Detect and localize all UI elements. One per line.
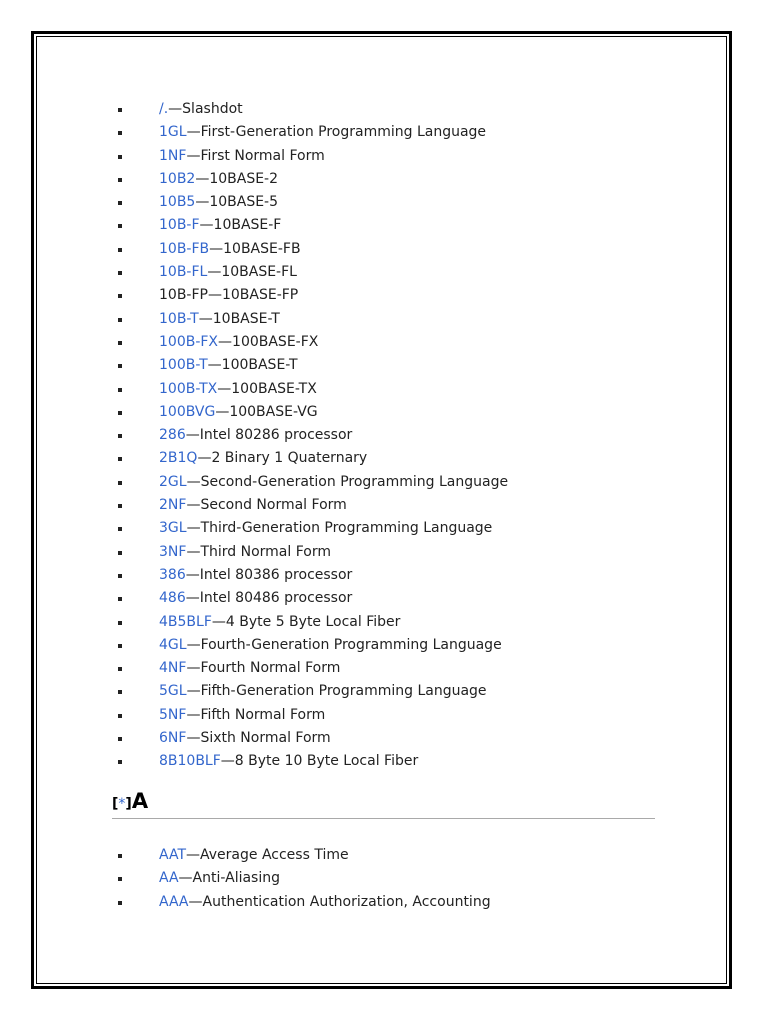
- bullet-marker: [118, 178, 122, 182]
- list-item: [34, 844, 729, 867]
- list-item: [34, 121, 729, 144]
- list-entry: [159, 750, 418, 773]
- abbreviation-description: Fourth-Generation Programming Language: [200, 636, 502, 653]
- abbreviation-description: Intel 80486 processor: [199, 590, 353, 607]
- list-entry: [159, 378, 317, 401]
- abbreviation-description: Intel 80286 processor: [199, 427, 353, 444]
- list-entry: [159, 308, 280, 331]
- list-entry: [159, 727, 331, 750]
- abbreviation-description: 8 Byte 10 Byte Local Fiber: [234, 753, 419, 770]
- list-item: [34, 704, 729, 727]
- bullet-marker: [118, 388, 122, 392]
- abbreviation-description: Second-Generation Programming Language: [200, 473, 509, 490]
- abbreviation-description: Fifth Normal Form: [200, 706, 326, 723]
- abbreviation-description: Authentication Authorization, Accounting: [202, 893, 491, 910]
- abbreviation-description: 10BASE-T: [212, 310, 280, 327]
- list-item: [34, 378, 729, 401]
- list-item: [34, 727, 729, 750]
- list-entry: [159, 634, 502, 657]
- abbreviation-description: 10BASE-2: [209, 170, 279, 187]
- abbreviation-description: Second Normal Form: [200, 497, 347, 514]
- em-dash-separator: —: [215, 403, 230, 420]
- bullet-marker: [118, 248, 122, 252]
- em-dash-separator: —: [188, 893, 203, 910]
- bullet-marker: [118, 271, 122, 275]
- em-dash-separator: —: [195, 194, 210, 211]
- list-item: [34, 891, 729, 914]
- abbreviation-link[interactable]: 2GL: [159, 473, 187, 490]
- em-dash-separator: —: [185, 566, 200, 583]
- list-entry: [159, 587, 352, 610]
- page-frame: [31, 31, 732, 989]
- list-item: [34, 401, 729, 424]
- list-entry: [159, 191, 278, 214]
- list-item: [34, 145, 729, 168]
- list-entry: [159, 657, 340, 680]
- list-entry: [159, 494, 347, 517]
- list-item: [34, 238, 729, 261]
- abbreviation-link[interactable]: AAT: [159, 847, 187, 863]
- abbreviation-link[interactable]: 100BVG: [159, 403, 216, 420]
- bullet-marker: [118, 504, 122, 508]
- list-entry: [159, 121, 486, 144]
- list-item: [34, 587, 729, 610]
- abbreviation-description: Third Normal Form: [200, 543, 331, 560]
- list-entry: [159, 680, 487, 703]
- heading-edit-link[interactable]: *: [118, 796, 126, 812]
- abbreviation-description: 100BASE-T: [221, 357, 298, 374]
- bullet-marker: [118, 411, 122, 415]
- heading-bracket-close: ]: [125, 796, 132, 812]
- abbreviation-description: Sixth Normal Form: [200, 730, 331, 747]
- list-entry: [159, 354, 298, 377]
- abbreviation-description: 10BASE-FP: [221, 287, 299, 304]
- abbreviation-link[interactable]: AA: [159, 870, 179, 887]
- list-entry: [159, 214, 281, 237]
- abbreviation-link[interactable]: 10B5: [159, 194, 196, 211]
- abbreviation-link[interactable]: 10B-F: [159, 217, 200, 234]
- abbreviation-link[interactable]: AAA: [159, 893, 189, 910]
- abbreviation-link[interactable]: 10B-FB: [159, 240, 210, 257]
- em-dash-separator: —: [207, 357, 222, 374]
- abbreviation-link[interactable]: 1GL: [159, 124, 187, 141]
- list-item: [34, 354, 729, 377]
- list-entry: [159, 891, 491, 914]
- em-dash-separator: —: [185, 590, 200, 607]
- list-item: [34, 867, 729, 890]
- list-entry: [159, 517, 492, 540]
- bullet-marker: [118, 690, 122, 694]
- em-dash-separator: —: [186, 730, 201, 747]
- bullet-marker: [118, 108, 122, 112]
- em-dash-separator: —: [186, 124, 201, 141]
- em-dash-separator: —: [220, 753, 235, 770]
- abbreviation-description: Average Access Time: [200, 847, 349, 863]
- list-entry: [159, 611, 400, 634]
- abbreviation-link[interactable]: 100B-TX: [159, 380, 218, 397]
- em-dash-separator: —: [186, 847, 201, 863]
- bullet-marker: [118, 714, 122, 718]
- em-dash-separator: —: [186, 660, 201, 677]
- list-item: [34, 261, 729, 284]
- abbreviation-description: Slashdot: [182, 101, 243, 117]
- abbreviation-link[interactable]: 486: [159, 590, 186, 607]
- list-entry: [159, 284, 298, 307]
- list-item: [34, 750, 729, 773]
- em-dash-separator: —: [186, 706, 201, 723]
- list-item: [34, 541, 729, 564]
- em-dash-separator: —: [195, 170, 210, 187]
- em-dash-separator: —: [217, 380, 232, 397]
- list-entry: [159, 98, 243, 121]
- bullet-marker: [118, 341, 122, 345]
- list-item: [34, 471, 729, 494]
- list-entry: [159, 145, 325, 168]
- abbreviation-description: Intel 80386 processor: [199, 566, 353, 583]
- abbreviation-description: 2 Binary 1 Quaternary: [211, 450, 368, 467]
- abbreviation-link[interactable]: 100B-T: [159, 357, 208, 374]
- abbreviation-link[interactable]: 1NF: [159, 147, 187, 164]
- em-dash-separator: —: [207, 287, 222, 304]
- bullet-marker: [118, 551, 122, 555]
- abbreviation-description: Third-Generation Programming Language: [200, 520, 493, 537]
- abbreviation-link[interactable]: 2NF: [159, 497, 187, 514]
- bullet-marker: [118, 597, 122, 601]
- list-entry: [159, 471, 508, 494]
- abbreviation-link[interactable]: 5GL: [159, 683, 187, 700]
- bullet-marker: [118, 155, 122, 159]
- abbreviation-link[interactable]: 10B-FL: [159, 264, 208, 281]
- em-dash-separator: —: [198, 310, 213, 327]
- bullet-marker: [118, 877, 122, 881]
- bullet-marker: [118, 621, 122, 625]
- list-item: [34, 168, 729, 191]
- em-dash-separator: —: [186, 497, 201, 514]
- em-dash-separator: —: [185, 427, 200, 444]
- em-dash-separator: —: [186, 147, 201, 164]
- heading-letter: A: [131, 789, 149, 813]
- bullet-marker: [118, 201, 122, 205]
- abbreviation-link[interactable]: 4NF: [159, 660, 187, 677]
- list-item: [34, 634, 729, 657]
- bullet-marker: [118, 667, 122, 671]
- list-item: [34, 308, 729, 331]
- abbreviation-link[interactable]: 286: [159, 427, 186, 444]
- abbreviation-description: First-Generation Programming Language: [200, 124, 487, 141]
- em-dash-separator: —: [197, 450, 212, 467]
- list-entry: [159, 401, 318, 424]
- abbreviation-description: 10BASE-FL: [221, 264, 297, 281]
- bullet-marker: [118, 527, 122, 531]
- abbreviation-link[interactable]: 8B10BLF: [159, 753, 221, 770]
- abbreviation-description: 100BASE-TX: [231, 380, 317, 397]
- abbreviation-description: Fourth Normal Form: [200, 660, 341, 677]
- list-entry: [159, 168, 278, 191]
- list-entry: [159, 238, 301, 261]
- abbreviation-link[interactable]: 5NF: [159, 706, 187, 723]
- list-entry: [159, 331, 318, 354]
- em-dash-separator: —: [186, 636, 201, 653]
- abbreviation-link[interactable]: 3NF: [159, 543, 187, 560]
- list-item: [34, 517, 729, 540]
- list-entry: [159, 867, 280, 890]
- list-item: [34, 447, 729, 470]
- list-entry: [159, 704, 325, 727]
- abbreviation-link[interactable]: 6NF: [159, 730, 187, 747]
- list-item: [34, 494, 729, 517]
- abbreviation-link[interactable]: 3GL: [159, 520, 187, 537]
- em-dash-separator: —: [186, 543, 201, 560]
- em-dash-separator: —: [211, 613, 226, 630]
- em-dash-separator: —: [209, 240, 224, 257]
- list-entry: [159, 844, 349, 867]
- abbreviation-link[interactable]: 100B-FX: [159, 333, 219, 350]
- abbreviation-link[interactable]: 10B2: [159, 170, 196, 187]
- abbreviation-description: 10BASE-F: [213, 217, 282, 234]
- abbreviation-description: 100BASE-FX: [232, 333, 319, 350]
- bullet-marker: [118, 131, 122, 135]
- abbreviation-list-numeric: [34, 98, 729, 774]
- bullet-marker: [118, 737, 122, 741]
- bullet-marker: [118, 457, 122, 461]
- bullet-marker: [118, 364, 122, 368]
- abbreviation-link[interactable]: /.: [159, 101, 169, 117]
- bullet-marker: [118, 574, 122, 578]
- em-dash-separator: —: [199, 217, 214, 234]
- bullet-marker: [118, 901, 122, 905]
- list-item: [34, 98, 729, 121]
- abbreviation-link[interactable]: 2B1Q: [159, 450, 198, 467]
- abbreviation-description: 4 Byte 5 Byte Local Fiber: [225, 613, 401, 630]
- em-dash-separator: —: [168, 101, 183, 117]
- list-item: [34, 611, 729, 634]
- list-item: [34, 680, 729, 703]
- list-item: [34, 657, 729, 680]
- list-item: [34, 191, 729, 214]
- list-item: [34, 564, 729, 587]
- list-item: [34, 424, 729, 447]
- abbreviation-text: 10B-FP: [159, 287, 208, 304]
- abbreviation-link[interactable]: 386: [159, 566, 186, 583]
- em-dash-separator: —: [178, 870, 193, 887]
- em-dash-separator: —: [207, 264, 222, 281]
- abbreviation-link[interactable]: 4GL: [159, 636, 187, 653]
- abbreviation-description: 10BASE-5: [209, 194, 279, 211]
- abbreviation-link[interactable]: 10B-T: [159, 310, 199, 327]
- bullet-marker: [118, 644, 122, 648]
- abbreviation-list-a: [34, 844, 729, 914]
- bullet-marker: [118, 481, 122, 485]
- list-item: [34, 284, 729, 307]
- list-item: [34, 331, 729, 354]
- list-entry: [159, 424, 352, 447]
- em-dash-separator: —: [218, 333, 233, 350]
- abbreviation-description: Fifth-Generation Programming Language: [200, 683, 487, 700]
- bullet-marker: [118, 760, 122, 764]
- list-item: [34, 214, 729, 237]
- abbreviation-description: First Normal Form: [200, 147, 325, 164]
- em-dash-separator: —: [186, 473, 201, 490]
- section-heading-a: [112, 788, 655, 819]
- bullet-marker: [118, 224, 122, 228]
- bullet-marker: [118, 294, 122, 298]
- bullet-marker: [118, 318, 122, 322]
- list-entry: [159, 447, 367, 470]
- abbreviation-description: 100BASE-VG: [229, 403, 318, 420]
- em-dash-separator: —: [186, 683, 201, 700]
- abbreviation-link[interactable]: 4B5BLF: [159, 613, 212, 630]
- list-entry: [159, 261, 297, 284]
- heading-bracket-open: [: [112, 796, 119, 812]
- abbreviation-description: Anti-Aliasing: [192, 870, 280, 887]
- bullet-marker: [118, 854, 122, 858]
- list-entry: [159, 541, 331, 564]
- list-entry: [159, 564, 352, 587]
- abbreviation-description: 10BASE-FB: [223, 240, 301, 257]
- bullet-marker: [118, 434, 122, 438]
- em-dash-separator: —: [186, 520, 201, 537]
